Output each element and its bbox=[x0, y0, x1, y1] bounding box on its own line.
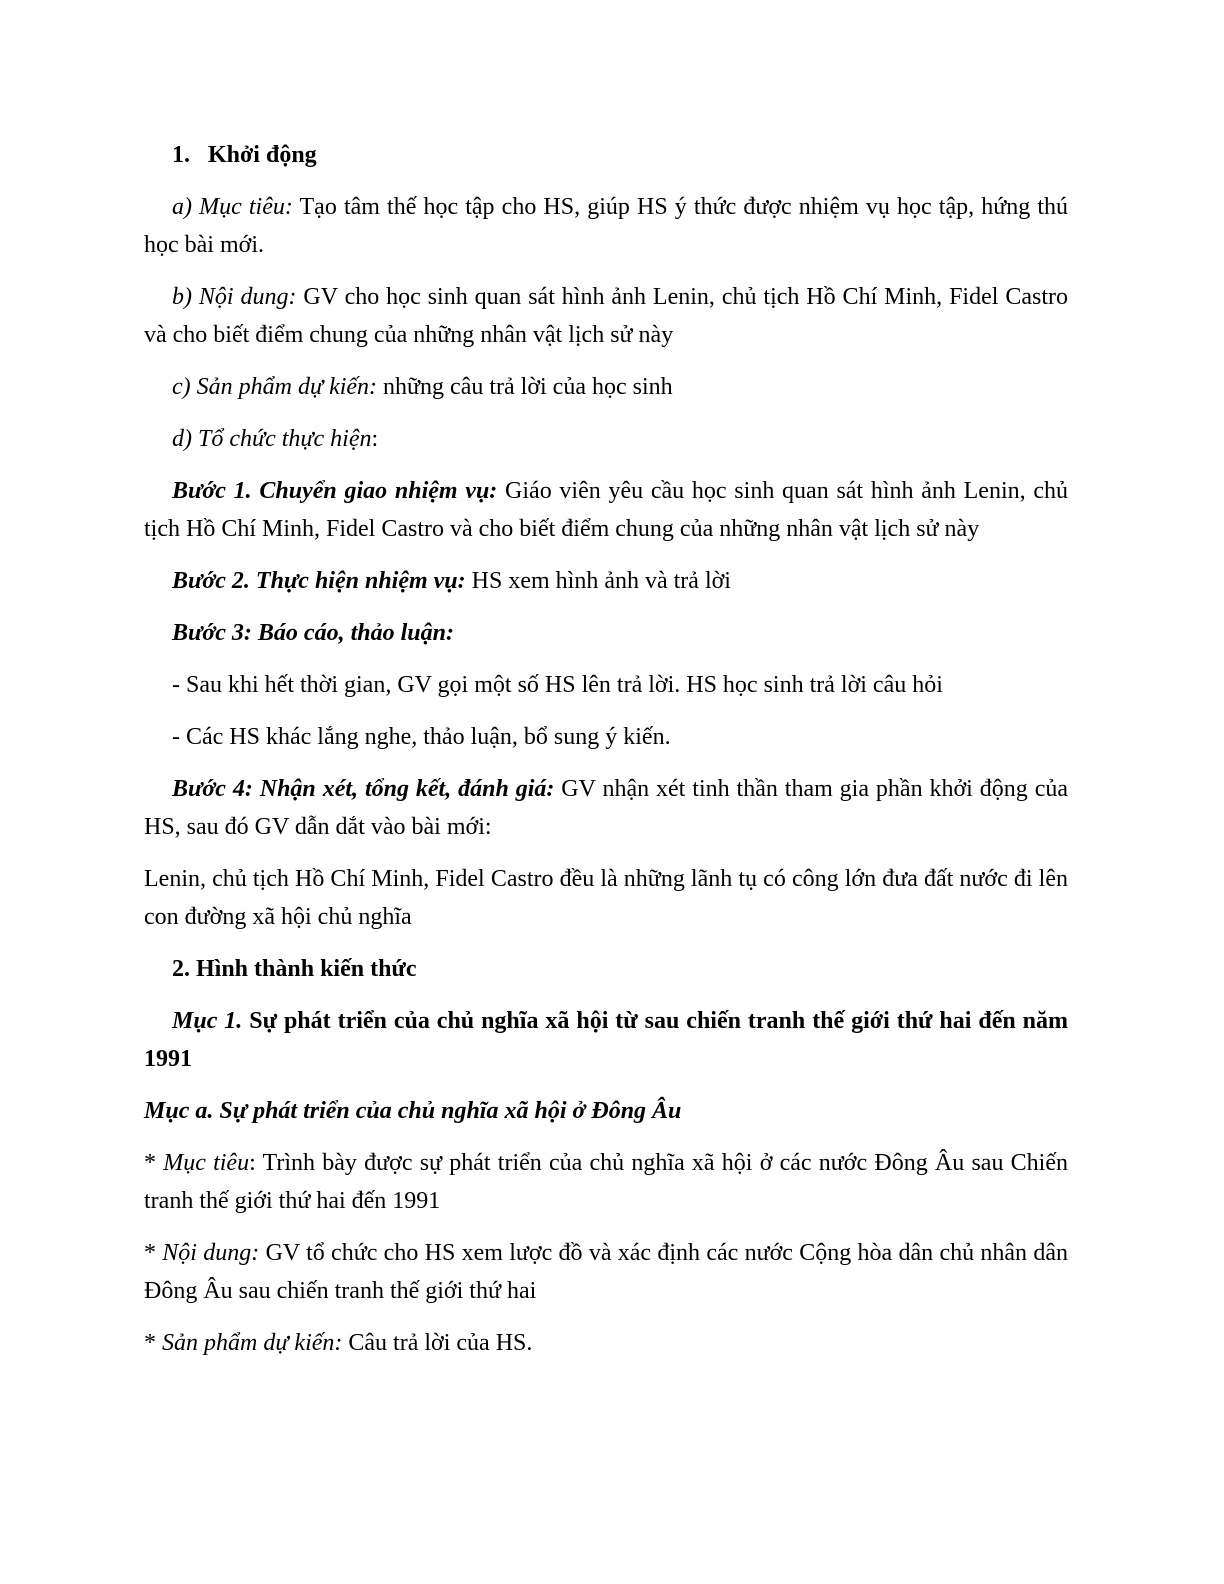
muc-a-heading: Mục a. Sự phát triển của chủ nghĩa xã hội ở Đông Âu bbox=[144, 1098, 682, 1124]
s2-muc-tieu-paragraph bbox=[144, 1144, 1068, 1220]
san-pham-paragraph bbox=[144, 368, 1068, 406]
buoc-1-paragraph bbox=[144, 472, 1068, 548]
muc-1-text: Sự phát triển của chủ nghĩa xã hội từ sau chiến tranh thế giới thứ hai đến năm 1991 bbox=[144, 1008, 1068, 1072]
san-pham-label: c) Sản phẩm dự kiến: bbox=[172, 374, 378, 400]
noi-dung-text: GV cho học sinh quan sát hình ảnh Lenin, chủ tịch Hồ Chí Minh, Fidel Castro và cho biết điểm chung của những nhân vật lịch sử này bbox=[144, 284, 1068, 348]
s2-noi-dung-label: Nội dung: bbox=[162, 1240, 260, 1266]
buoc-3-paragraph bbox=[144, 614, 1068, 652]
conclusion-paragraph: Lenin, chủ tịch Hồ Chí Minh, Fidel Castro đều là những lãnh tụ có công lớn đưa đất nước đi lên con đường xã hội chủ nghĩa bbox=[144, 866, 1068, 930]
buoc-4-paragraph bbox=[144, 770, 1068, 846]
san-pham-text: những câu trả lời của học sinh bbox=[377, 374, 673, 400]
to-chuc-label: d) Tổ chức thực hiện bbox=[172, 426, 372, 452]
muc-tieu-paragraph bbox=[144, 188, 1068, 264]
buoc-4-text: GV nhận xét tinh thần tham gia phần khởi động của HS, sau đó GV dẫn dắt vào bài mới: bbox=[144, 776, 1068, 840]
buoc-1-text: Giáo viên yêu cầu học sinh quan sát hình ảnh Lenin, chủ tịch Hồ Chí Minh, Fidel Castro và cho biết điểm chung của những nhân vật lịch sử này bbox=[144, 478, 1069, 542]
buoc-4-label: Bước 4: Nhận xét, tổng kết, đánh giá: bbox=[172, 776, 555, 802]
section-2-heading: 2. Hình thành kiến thức bbox=[172, 956, 417, 982]
bullet-1: - Sau khi hết thời gian, GV gọi một số HS lên trả lời. HS học sinh trả lời câu hỏi bbox=[172, 672, 943, 698]
muc-tieu-label: a) Mục tiêu: bbox=[172, 194, 293, 220]
bullet-2: - Các HS khác lắng nghe, thảo luận, bổ sung ý kiến. bbox=[172, 724, 671, 750]
noi-dung-paragraph bbox=[144, 278, 1068, 354]
muc-tieu-text: Tạo tâm thế học tập cho HS, giúp HS ý thức được nhiệm vụ học tập, hứng thú học bài mới. bbox=[144, 194, 1068, 258]
buoc-3-label: Bước 3: Báo cáo, thảo luận: bbox=[172, 620, 454, 646]
buoc-2-text: HS xem hình ảnh và trả lời bbox=[465, 568, 731, 594]
muc-1-paragraph bbox=[144, 1002, 1068, 1078]
s2-san-pham-star: * bbox=[144, 1330, 162, 1356]
buoc-1-label: Bước 1. Chuyển giao nhiệm vụ: bbox=[172, 478, 498, 504]
muc-1-label: Mục 1. bbox=[172, 1008, 243, 1034]
s2-san-pham-label: Sản phẩm dự kiến: bbox=[162, 1330, 343, 1356]
noi-dung-label: b) Nội dung: bbox=[172, 284, 297, 310]
to-chuc-text: : bbox=[371, 426, 379, 452]
section-1-heading bbox=[144, 136, 1068, 174]
to-chuc-paragraph bbox=[144, 420, 1068, 458]
s2-noi-dung-paragraph bbox=[144, 1234, 1068, 1310]
s2-muc-tieu-star: * bbox=[144, 1150, 164, 1176]
section-1-number: 1. bbox=[172, 142, 190, 168]
buoc-2-paragraph bbox=[144, 562, 1068, 600]
s2-muc-tieu-label: Mục tiêu bbox=[163, 1150, 250, 1176]
s2-noi-dung-text: GV tổ chức cho HS xem lược đồ và xác định các nước Cộng hòa dân chủ nhân dân Đông Âu sau chiến tranh thế giới thứ hai bbox=[144, 1240, 1068, 1304]
section-1-title: Khởi động bbox=[208, 142, 317, 168]
s2-san-pham-paragraph bbox=[144, 1324, 1068, 1362]
s2-noi-dung-star: * bbox=[144, 1240, 163, 1266]
buoc-2-label: Bước 2. Thực hiện nhiệm vụ: bbox=[172, 568, 466, 594]
document-page bbox=[144, 136, 1068, 1376]
s2-san-pham-text: Câu trả lời của HS. bbox=[342, 1330, 533, 1356]
s2-muc-tieu-text: : Trình bày được sự phát triển của chủ nghĩa xã hội ở các nước Đông Âu sau Chiến tranh thế giới thứ hai đến 1991 bbox=[144, 1150, 1069, 1214]
